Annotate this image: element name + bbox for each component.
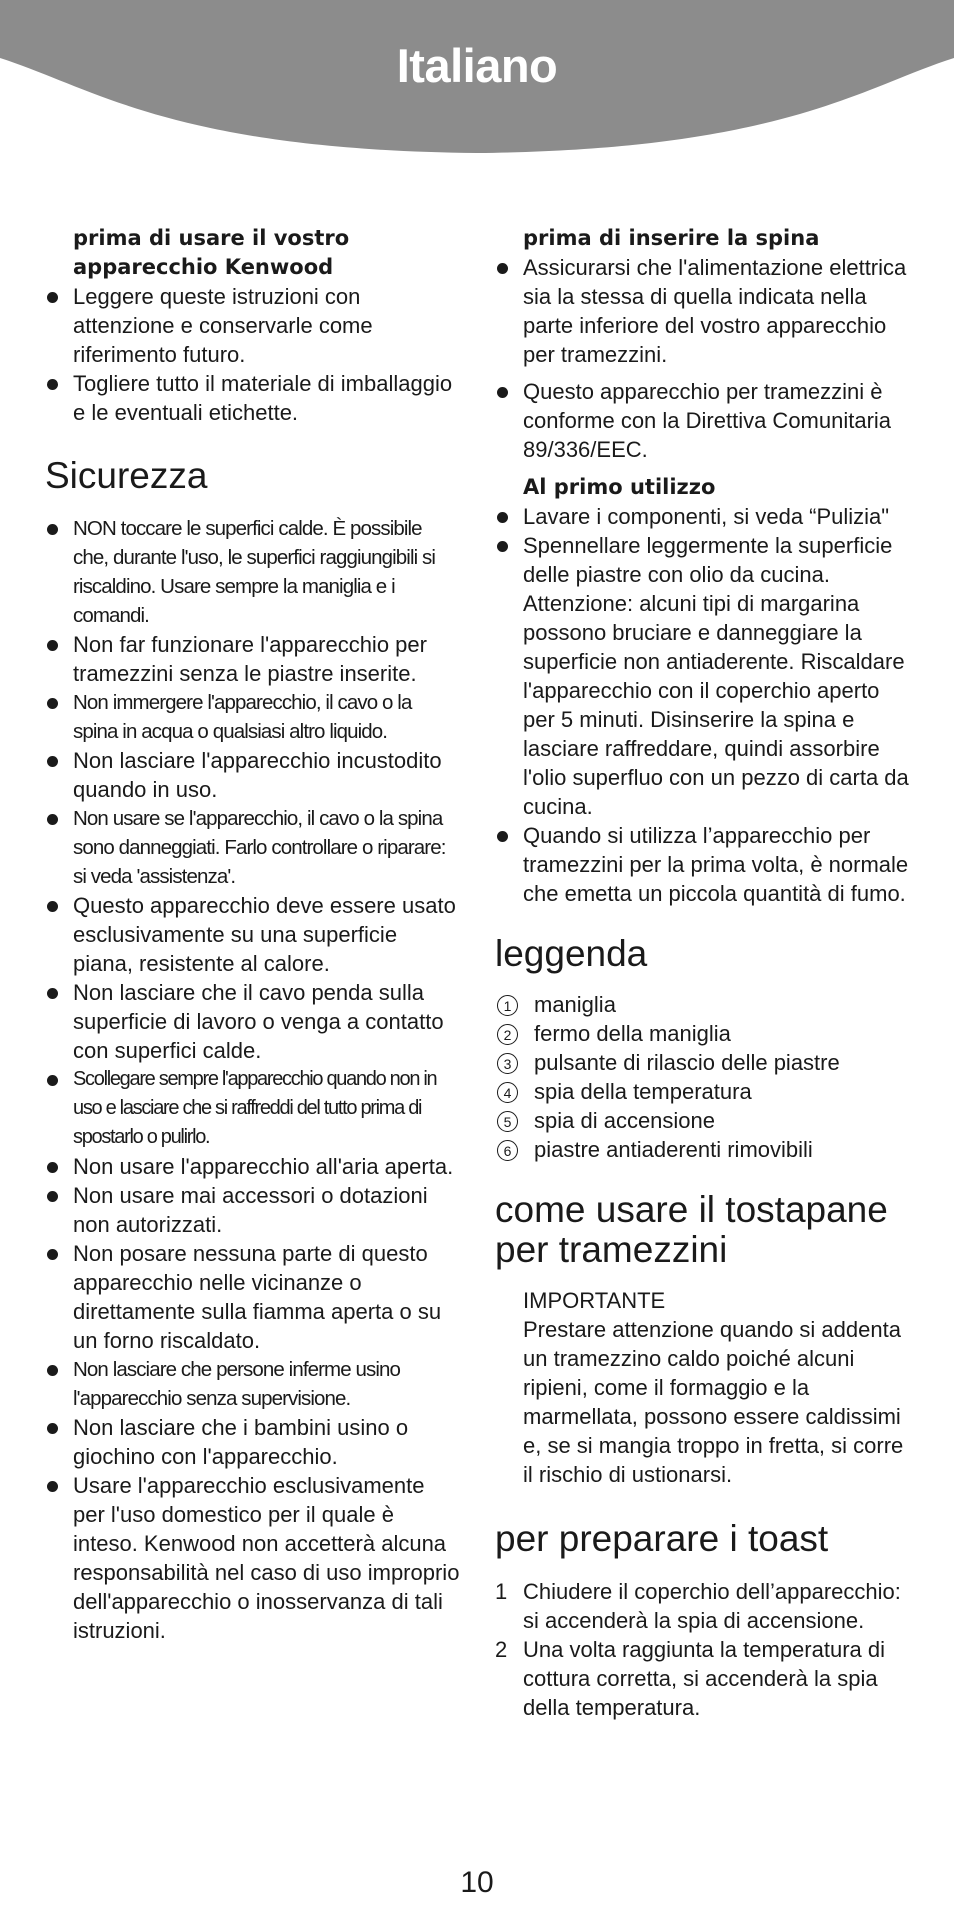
left-column [45,224,460,1645]
legend-heading: leggenda [495,933,648,974]
legend-list [495,990,915,1164]
list-item: Leggere queste istruzioni con attenzione e conservarle come riferimento futuro. [45,282,460,369]
legend-number: 4 [497,1082,518,1103]
first-use-list [495,502,915,908]
step-number: 1 [495,1579,508,1604]
intro-heading: prima di usare il vostro apparecchio Kenwood [73,226,350,279]
first-use-heading: Al primo utilizzo [523,475,716,499]
legend-number: 5 [497,1111,518,1132]
legend-item [495,1019,915,1048]
legend-label: piastre antiaderenti rimovibili [534,1137,813,1162]
legend-item [495,1135,915,1164]
page-number: 10 [460,1866,494,1899]
legend-item [495,1048,915,1077]
legend-item [495,990,915,1019]
list-item: Non lasciare che i bambini usino o giochino con l'apparecchio. [45,1413,460,1471]
list-item: Togliere tutto il materiale di imballaggio e le eventuali etichette. [45,369,460,427]
step-item [495,1577,915,1635]
plug-list [495,253,915,464]
use-heading: come usare il tostapane per tramezzini [495,1189,888,1270]
legend-label: pulsante di rilascio delle piastre [534,1050,840,1075]
list-item: Spennellare leggermente la superficie delle piastre con olio da cucina. Attenzione: alcuni tipi di margarina possono bruciare e danneggiare la superficie non antiaderente. Riscaldare l'apparecchio con il coperchio aperto per 5 minuti. Disinserire la spina e lasciare raffreddare, quindi assorbire l'olio superfluo con un pezzo di carta da cucina. [495,531,915,821]
list-item: Non lasciare che persone inferme usino l'apparecchio senza supervisione. [45,1355,460,1413]
legend-label: fermo della maniglia [534,1021,731,1046]
legend-label: maniglia [534,992,616,1017]
toast-steps [495,1577,915,1722]
legend-number: 3 [497,1053,518,1074]
list-item: Non far funzionare l'apparecchio per tramezzini senza le piastre inserite. [45,630,460,688]
list-item: Usare l'apparecchio esclusivamente per l'uso domestico per il quale è inteso. Kenwood non accetterà alcuna responsabilità nel caso di uso improprio dell'apparecchio o inosservanza di tali istruzioni. [45,1471,460,1645]
legend-item [495,1077,915,1106]
step-text: Chiudere il coperchio dell’apparecchio: si accenderà la spia di accensione. [523,1579,901,1633]
list-item: Non lasciare che il cavo penda sulla superficie di lavoro o venga a contatto con superfici calde. [45,978,460,1065]
list-item: Scollegare sempre l'apparecchio quando non in uso e lasciare che si raffreddi del tutto prima di spostarlo o pulirlo. [45,1065,460,1152]
legend-number: 6 [497,1140,518,1161]
intro-list [45,282,460,427]
important-label: IMPORTANTE [523,1288,666,1313]
list-item: Non posare nessuna parte di questo apparecchio nelle vicinanze o direttamente sulla fiamma aperta o su un forno riscaldato. [45,1239,460,1355]
plug-heading: prima di inserire la spina [523,226,820,250]
list-item: Non usare l'apparecchio all'aria aperta. [45,1152,460,1181]
step-text: Una volta raggiunta la temperatura di cottura corretta, si accenderà la spia della temperatura. [523,1637,885,1720]
right-column [495,224,915,1722]
list-item: Lavare i componenti, si veda “Pulizia" [495,502,915,531]
list-item: NON toccare le superfici calde. È possibile che, durante l'uso, le superfici raggiungibili si riscaldino. Usare sempre la maniglia e i comandi. [45,514,460,630]
legend-number: 1 [497,995,518,1016]
list-item: Quando si utilizza l’apparecchio per tramezzini per la prima volta, è normale che emetta un piccola quantità di fumo. [495,821,915,908]
language-title: Italiano [396,39,558,92]
list-item: Assicurarsi che l'alimentazione elettrica sia la stessa di quella indicata nella parte inferiore del vostro apparecchio per tramezzini. [495,253,915,369]
step-number: 2 [495,1637,508,1662]
legend-label: spia di accensione [534,1108,716,1133]
list-item: Questo apparecchio per tramezzini è conforme con la Direttiva Comunitaria 89/336/EEC. [495,377,915,464]
list-item: Non usare se l'apparecchio, il cavo o la spina sono danneggiati. Farlo controllare o riparare: si veda 'assistenza'. [45,804,460,891]
safety-list [45,514,460,1645]
legend-label: spia della temperatura [534,1079,752,1104]
safety-heading: Sicurezza [45,455,208,496]
list-item: Non usare mai accessori o dotazioni non autorizzati. [45,1181,460,1239]
list-item: Non lasciare l'apparecchio incustodito quando in uso. [45,746,460,804]
legend-item [495,1106,915,1135]
list-item: Non immergere l'apparecchio, il cavo o la spina in acqua o qualsiasi altro liquido. [45,688,460,746]
toast-heading: per preparare i toast [495,1518,829,1559]
important-text: Prestare attenzione quando si addenta un tramezzino caldo poiché alcuni ripieni, come il formaggio e la marmellata, possono essere caldissimi e, se si mangia troppo in fretta, si corre il rischio di ustionarsi. [523,1317,904,1487]
step-item [495,1635,915,1722]
list-item: Questo apparecchio deve essere usato esclusivamente su una superficie piana, resistente al calore. [45,891,460,978]
legend-number: 2 [497,1024,518,1045]
